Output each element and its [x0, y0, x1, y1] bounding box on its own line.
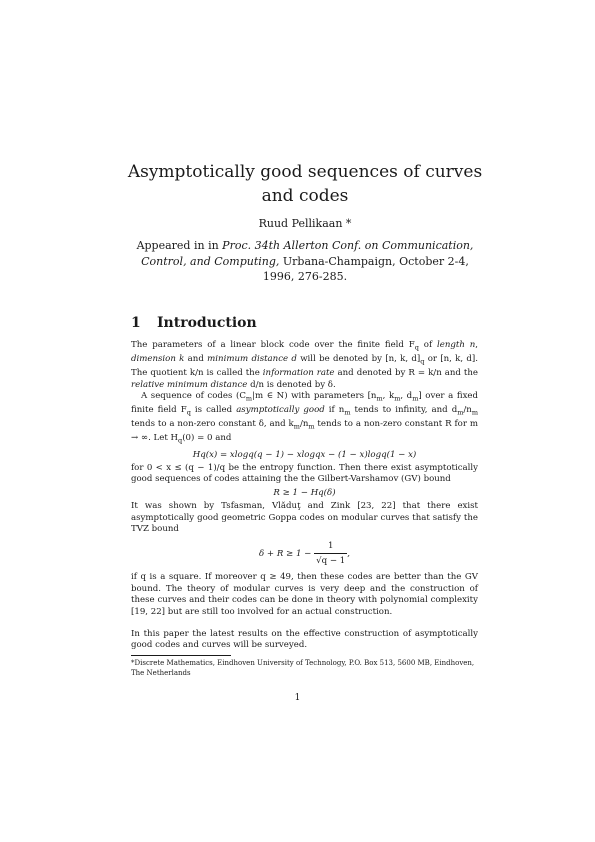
page-number: 1 [294, 693, 301, 703]
section-heading [131, 315, 257, 331]
text-run: and [184, 354, 208, 365]
paragraph-modular-curves: if q is a square. If moreover q ≥ 49, then these codes are better than the GV bound. The theory of modular curves is very deep and the construction of these curves and their codes can be done in theory with polynomial complexity [19, 22] but are still too involved for an actual construction. [131, 572, 478, 617]
section-number: 1 [131, 315, 141, 331]
text-run: , d [400, 391, 413, 402]
subscript: q [186, 408, 191, 417]
appeared-venue: Proc. 34th Allerton Conf. on Communication, Control, and Computing, [141, 239, 474, 268]
paragraph-entropy-text: for 0 < x ≤ (q − 1)/q be the entropy function. Then there exist asymptotically good sequences of codes attaining the the Gilbert-Varshamov (GV) bound [131, 462, 478, 485]
section-title: Introduction [157, 315, 257, 331]
eq3-left: δ + R ≥ 1 − [259, 549, 315, 560]
text-run: , [475, 340, 479, 350]
paper-title: Asymptotically good sequences of curves and codes [127, 162, 483, 206]
text-run: or [n, k, d]. The quotient k/n is called the [131, 354, 478, 379]
section-body [131, 340, 478, 652]
author-line: Ruud Pellikaan * [258, 217, 352, 230]
subscript: m [344, 408, 351, 417]
subscript: m [376, 394, 383, 403]
subscript: m [394, 394, 401, 403]
subscript: q [414, 343, 419, 352]
publication-note [125, 238, 485, 285]
appeared-suffix: Urbana-Champaign, October 2-4, 1996, 276-285. [262, 254, 469, 283]
appeared-prefix: Appeared in in [136, 239, 223, 252]
text-run: ] over a fixed finite field F [131, 391, 479, 416]
text-run: tends to a non-zero constant δ, and k [131, 419, 294, 430]
eq3-fraction [314, 539, 347, 568]
paragraph-parameters [131, 340, 478, 391]
text-run: d/n is denoted by δ. [247, 379, 336, 390]
subscript: m [412, 394, 419, 403]
emphasis: dimension k [131, 354, 185, 365]
text-run: |m ∈ N) with parameters [n [252, 391, 377, 402]
text-run: (0) = 0 and [182, 433, 232, 444]
text-run: tends to infinity, and d [350, 405, 458, 416]
paragraph-tvz: It was shown by Tsfasman, Vlăduţ and Zink [23, 22] that there exist asymptotically good geometric Goppa codes on modular curves that satisfy the TVZ bound [131, 501, 478, 534]
text-run: /n [463, 405, 472, 416]
subscript: q [178, 437, 183, 446]
text-run: , k [382, 391, 395, 402]
paragraph-asymptotic-sequence [131, 391, 478, 448]
text-run: The parameters of a linear block code over the finite field F [131, 340, 415, 350]
equation-entropy: Hq(x) = xlogq(q − 1) − xlogqx − (1 − x)logq(1 − x) [192, 449, 417, 460]
text-run: /n [299, 419, 309, 430]
subscript: m [308, 423, 315, 432]
paragraph-survey: In this paper the latest results on the effective construction of asymptotically good codes and curves will be surveyed. [131, 629, 478, 651]
subscript: m [245, 394, 253, 403]
subscript: q [420, 357, 425, 366]
footnote-rule [131, 655, 231, 656]
emphasis: relative minimum distance [131, 379, 248, 390]
text-run: is called [190, 405, 237, 416]
eq3-numerator: 1 [314, 539, 347, 554]
emphasis: asymptotically good [236, 405, 325, 416]
text-run: of [418, 340, 438, 350]
emphasis: minimum distance d [207, 354, 297, 365]
footnote: *Discrete Mathematics, Eindhoven University of Technology, P.O. Box 513, 5600 MB, Eindhoven, The Netherlands [131, 659, 475, 677]
subscript: m [293, 423, 300, 432]
text-run: A sequence of codes (C [141, 391, 246, 402]
eq3-denominator: √q − 1 [316, 556, 346, 567]
text-run: tends to a non-zero constant R for m → ∞. Let H [131, 419, 478, 444]
equation-gv-bound: R ≥ 1 − Hq(δ) [273, 487, 336, 498]
text-run: will be denoted by [n, k, d] [296, 354, 421, 365]
eq3-end: , [347, 549, 350, 560]
text-run: and denoted by R = k/n and the [334, 368, 478, 379]
subscript: m [471, 408, 478, 417]
text-run: if n [324, 405, 345, 416]
emphasis: information rate [262, 368, 335, 379]
equation-tvz-bound [131, 539, 478, 568]
subscript: m [457, 408, 464, 417]
emphasis: length n [437, 340, 476, 350]
